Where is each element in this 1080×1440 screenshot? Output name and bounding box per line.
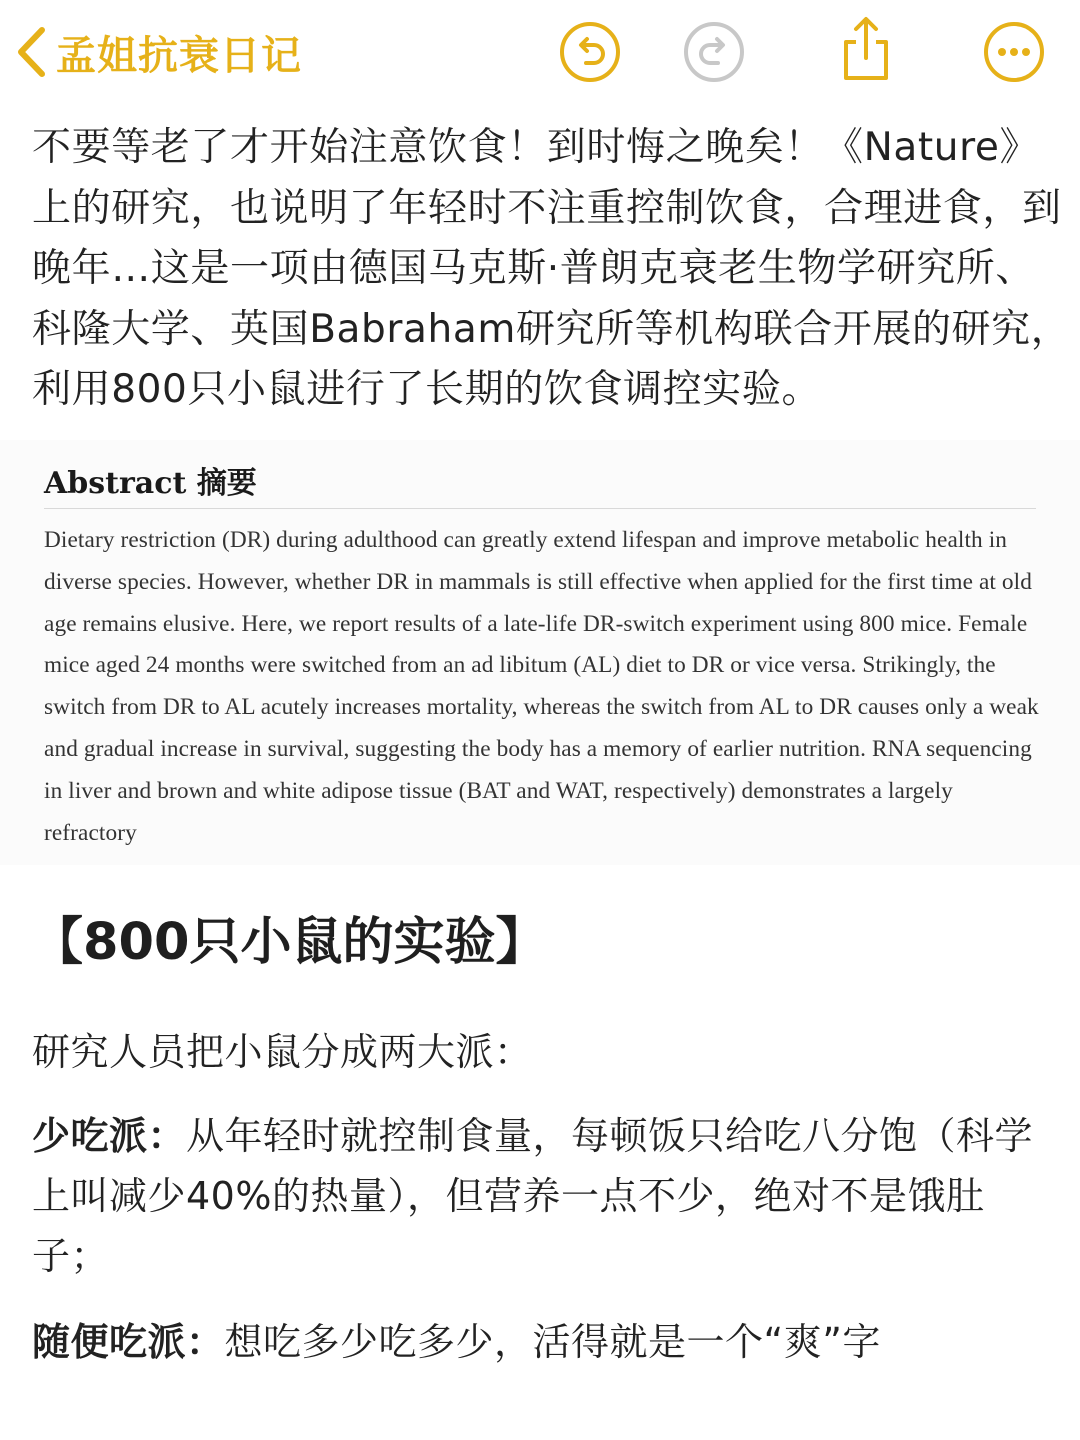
group-free-paragraph[interactable] — [32, 1312, 1042, 1372]
group-less-lead: 少吃派： — [32, 1114, 187, 1158]
more-icon — [982, 20, 1046, 84]
note-intro-paragraph[interactable]: 不要等老了才开始注意饮食！到时悔之晚矣！《Nature》上的研究，也说明了年轻时不注重控制饮食，合理进食，到晚年…这是一项由德国马克斯·普朗克衰老生物学研究所、科隆大学、英国Babraham研究所等机构联合开展的研究，利用800只小鼠进行了长期的饮食调控实验。 — [32, 125, 1071, 412]
more-button[interactable] — [982, 20, 1046, 84]
share-button[interactable] — [834, 14, 898, 78]
chevron-left-icon — [14, 25, 48, 79]
split-intro-paragraph[interactable]: 研究人员把小鼠分成两大派： — [32, 1030, 533, 1074]
undo-icon — [558, 20, 622, 84]
redo-button[interactable] — [682, 20, 746, 84]
abstract-text: Dietary restriction (DR) during adulthood can greatly extend lifespan and improve metabolic health in diverse species. However, whether DR in mammals is still effective when applied for the first time at old age remains elusive. Here, we report results of a late-life DR-switch experiment using 800 mice. Female mice aged 24 months were switched from an ad libitum (AL) diet to DR or vice versa. Strikingly, the switch from DR to AL acutely increases mortality, whereas the switch from AL to DR causes only a weak and gradual increase in survival, suggesting the body has a memory of earlier nutrition. RNA sequencing in liver and brown and white adipose tissue (BAT and WAT, respectively) demonstrates a largely refractory — [44, 527, 1039, 846]
abstract-heading: Abstract 摘要 — [44, 466, 257, 501]
back-button[interactable] — [14, 22, 302, 82]
group-free-lead: 随便吃派： — [32, 1320, 225, 1364]
abstract-divider — [44, 508, 1036, 509]
share-icon — [834, 14, 898, 84]
redo-icon — [682, 20, 746, 84]
back-label: 孟姐抗衰日记 — [56, 32, 302, 79]
undo-button[interactable] — [558, 20, 622, 84]
group-less-paragraph[interactable] — [32, 1106, 1042, 1286]
section-title[interactable]: 【800只小鼠的实验】 — [32, 913, 547, 972]
group-less-text: 从年轻时就控制食量，每顿饭只给吃八分饱（科学上叫减少40%的热量），但营养一点不少，绝对不是饿肚子； — [32, 1114, 1034, 1278]
note-toolbar — [0, 0, 1080, 104]
group-free-text: 想吃多少吃多少，活得就是一个“爽”字 — [224, 1320, 881, 1364]
